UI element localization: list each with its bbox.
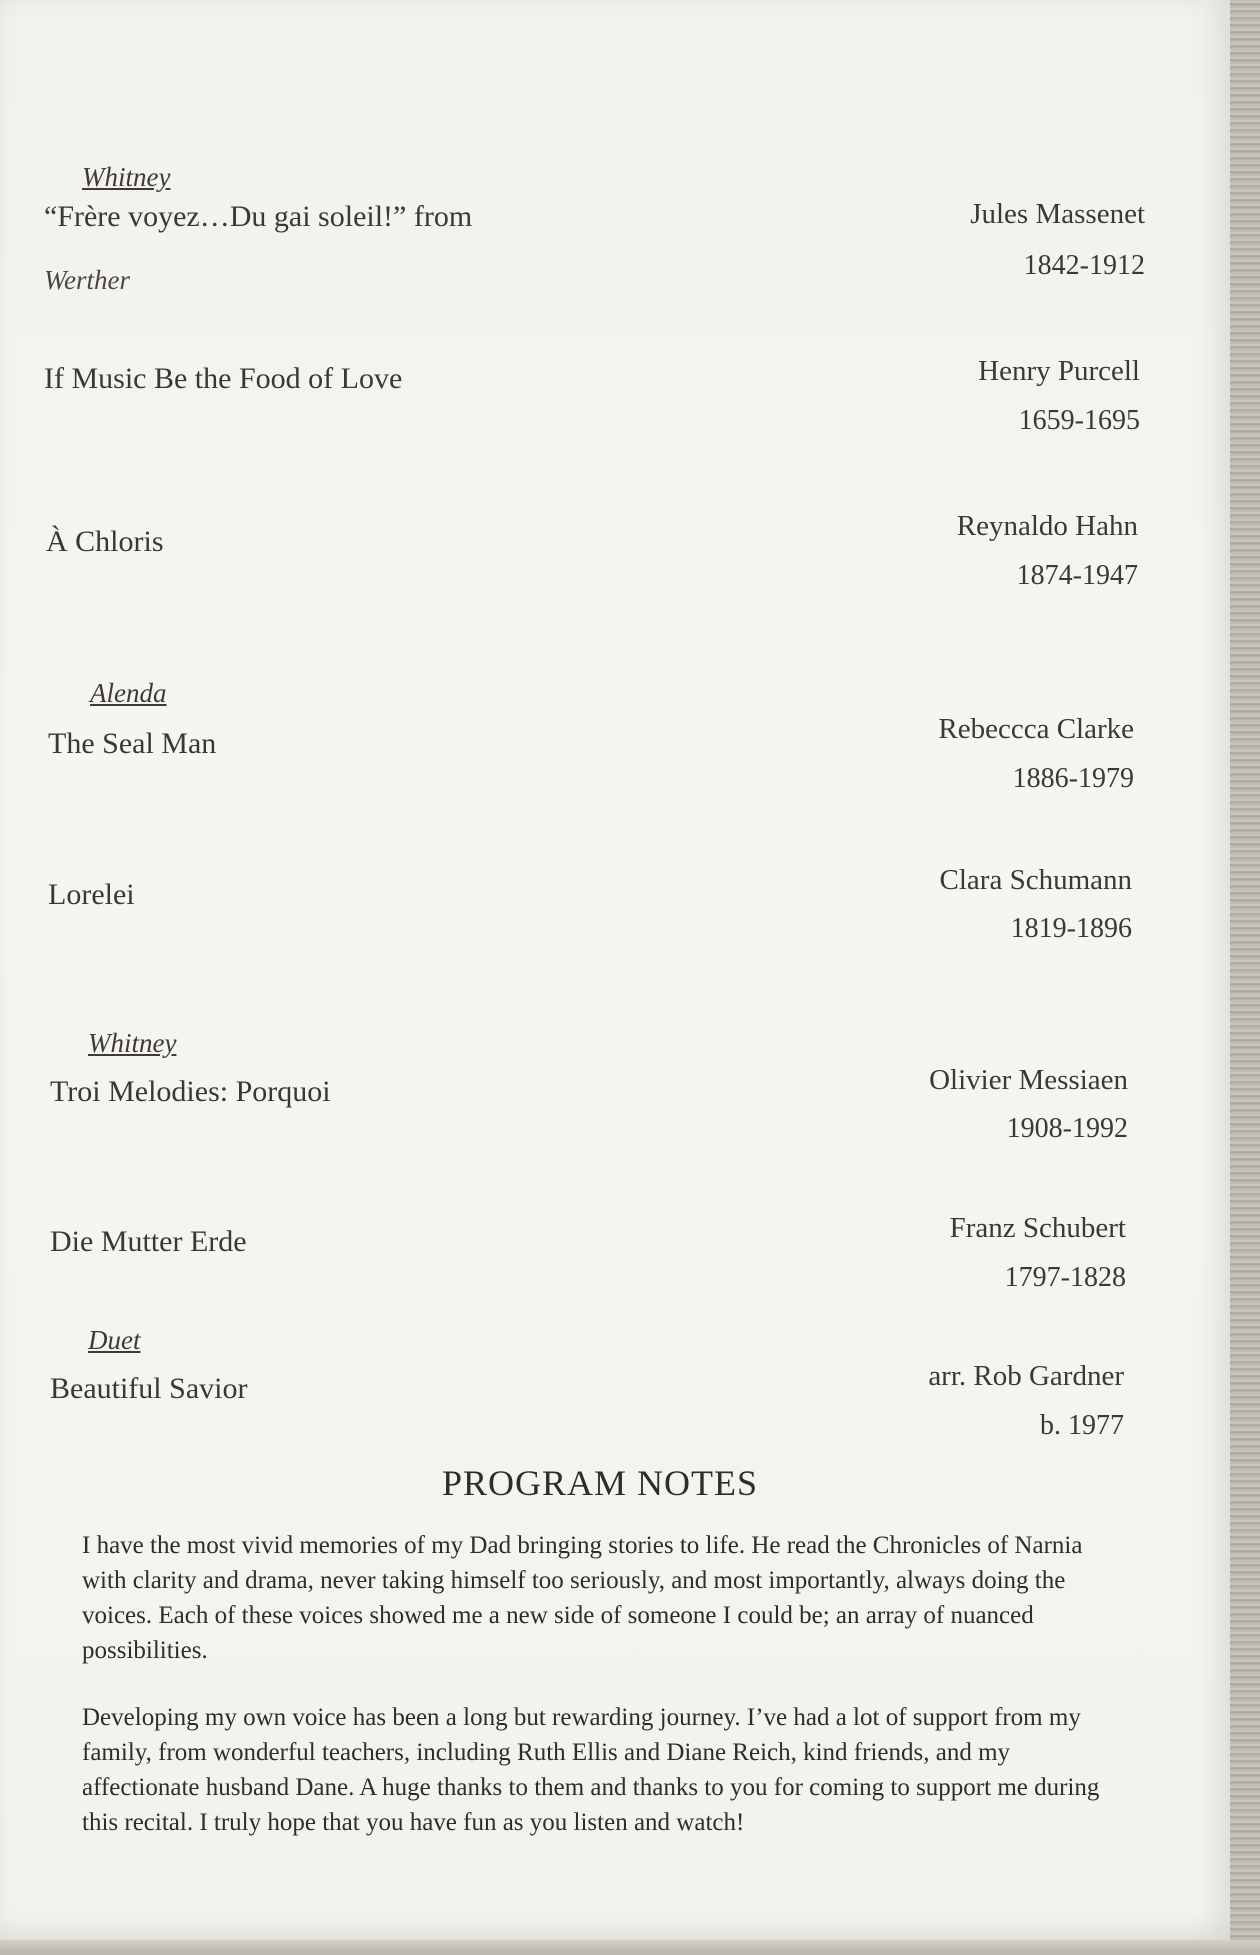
composer-name: Clara Schumann — [939, 864, 1132, 896]
piece-title: The Seal Man — [48, 727, 217, 760]
piece-title: Die Mutter Erde — [50, 1225, 247, 1258]
piece-title: Beautiful Savior — [50, 1372, 248, 1405]
composer-dates: 1874-1947 — [1016, 560, 1138, 591]
composer-dates: b. 1977 — [1040, 1410, 1124, 1441]
composer-dates: 1819-1896 — [1010, 913, 1132, 944]
singer-label: Duet — [88, 1325, 141, 1355]
composer-name: Jules Massenet — [970, 198, 1145, 230]
page-edge — [1230, 0, 1260, 1955]
piece-title: Lorelei — [48, 878, 135, 911]
composer-dates: 1908-1992 — [1006, 1113, 1128, 1144]
piece-title: À Chloris — [46, 525, 164, 558]
composer-dates: 1886-1979 — [1012, 763, 1134, 794]
singer-label: Alenda — [90, 678, 167, 708]
singer-label: Whitney — [82, 162, 171, 192]
composer-name: Reynaldo Hahn — [956, 510, 1138, 542]
notes-paragraph: I have the most vivid memories of my Dad bringing stories to life. He read the Chronicles of Narnia with clarity and drama, never taking himself too seriously, and most importantly, always doing the voices. Each of these voices showed me a new side of someone I could be; an array of nuanced possibilities. — [82, 1532, 1083, 1664]
composer-name: Henry Purcell — [978, 355, 1140, 387]
piece-title: If Music Be the Food of Love — [44, 362, 403, 395]
composer-name: Olivier Messiaen — [929, 1064, 1128, 1096]
opera-title: Werther — [44, 265, 130, 295]
composer-dates: 1659-1695 — [1018, 405, 1140, 436]
composer-name: Rebeccca Clarke — [938, 713, 1134, 745]
composer-dates: 1842-1912 — [1023, 250, 1145, 281]
program-notes-heading: PROGRAM NOTES — [441, 1463, 759, 1503]
piece-title: Troi Melodies: Porquoi — [50, 1075, 331, 1108]
page-bottom-edge — [0, 1940, 1260, 1955]
singer-label: Whitney — [88, 1028, 177, 1058]
composer-name: Franz Schubert — [949, 1212, 1126, 1244]
composer-name: arr. Rob Gardner — [928, 1360, 1124, 1392]
composer-dates: 1797-1828 — [1004, 1262, 1126, 1293]
piece-title: “Frère voyez…Du gai soleil!” from — [44, 200, 473, 233]
notes-paragraph: Developing my own voice has been a long but rewarding journey. I’ve had a lot of support from my family, from wonderful teachers, including Ruth Ellis and Diane Reich, kind friends, and my affectionate husband Dane. A huge thanks to them and thanks to you for coming to support me during this recital. I truly hope that you have fun as you listen and watch! — [82, 1704, 1100, 1836]
